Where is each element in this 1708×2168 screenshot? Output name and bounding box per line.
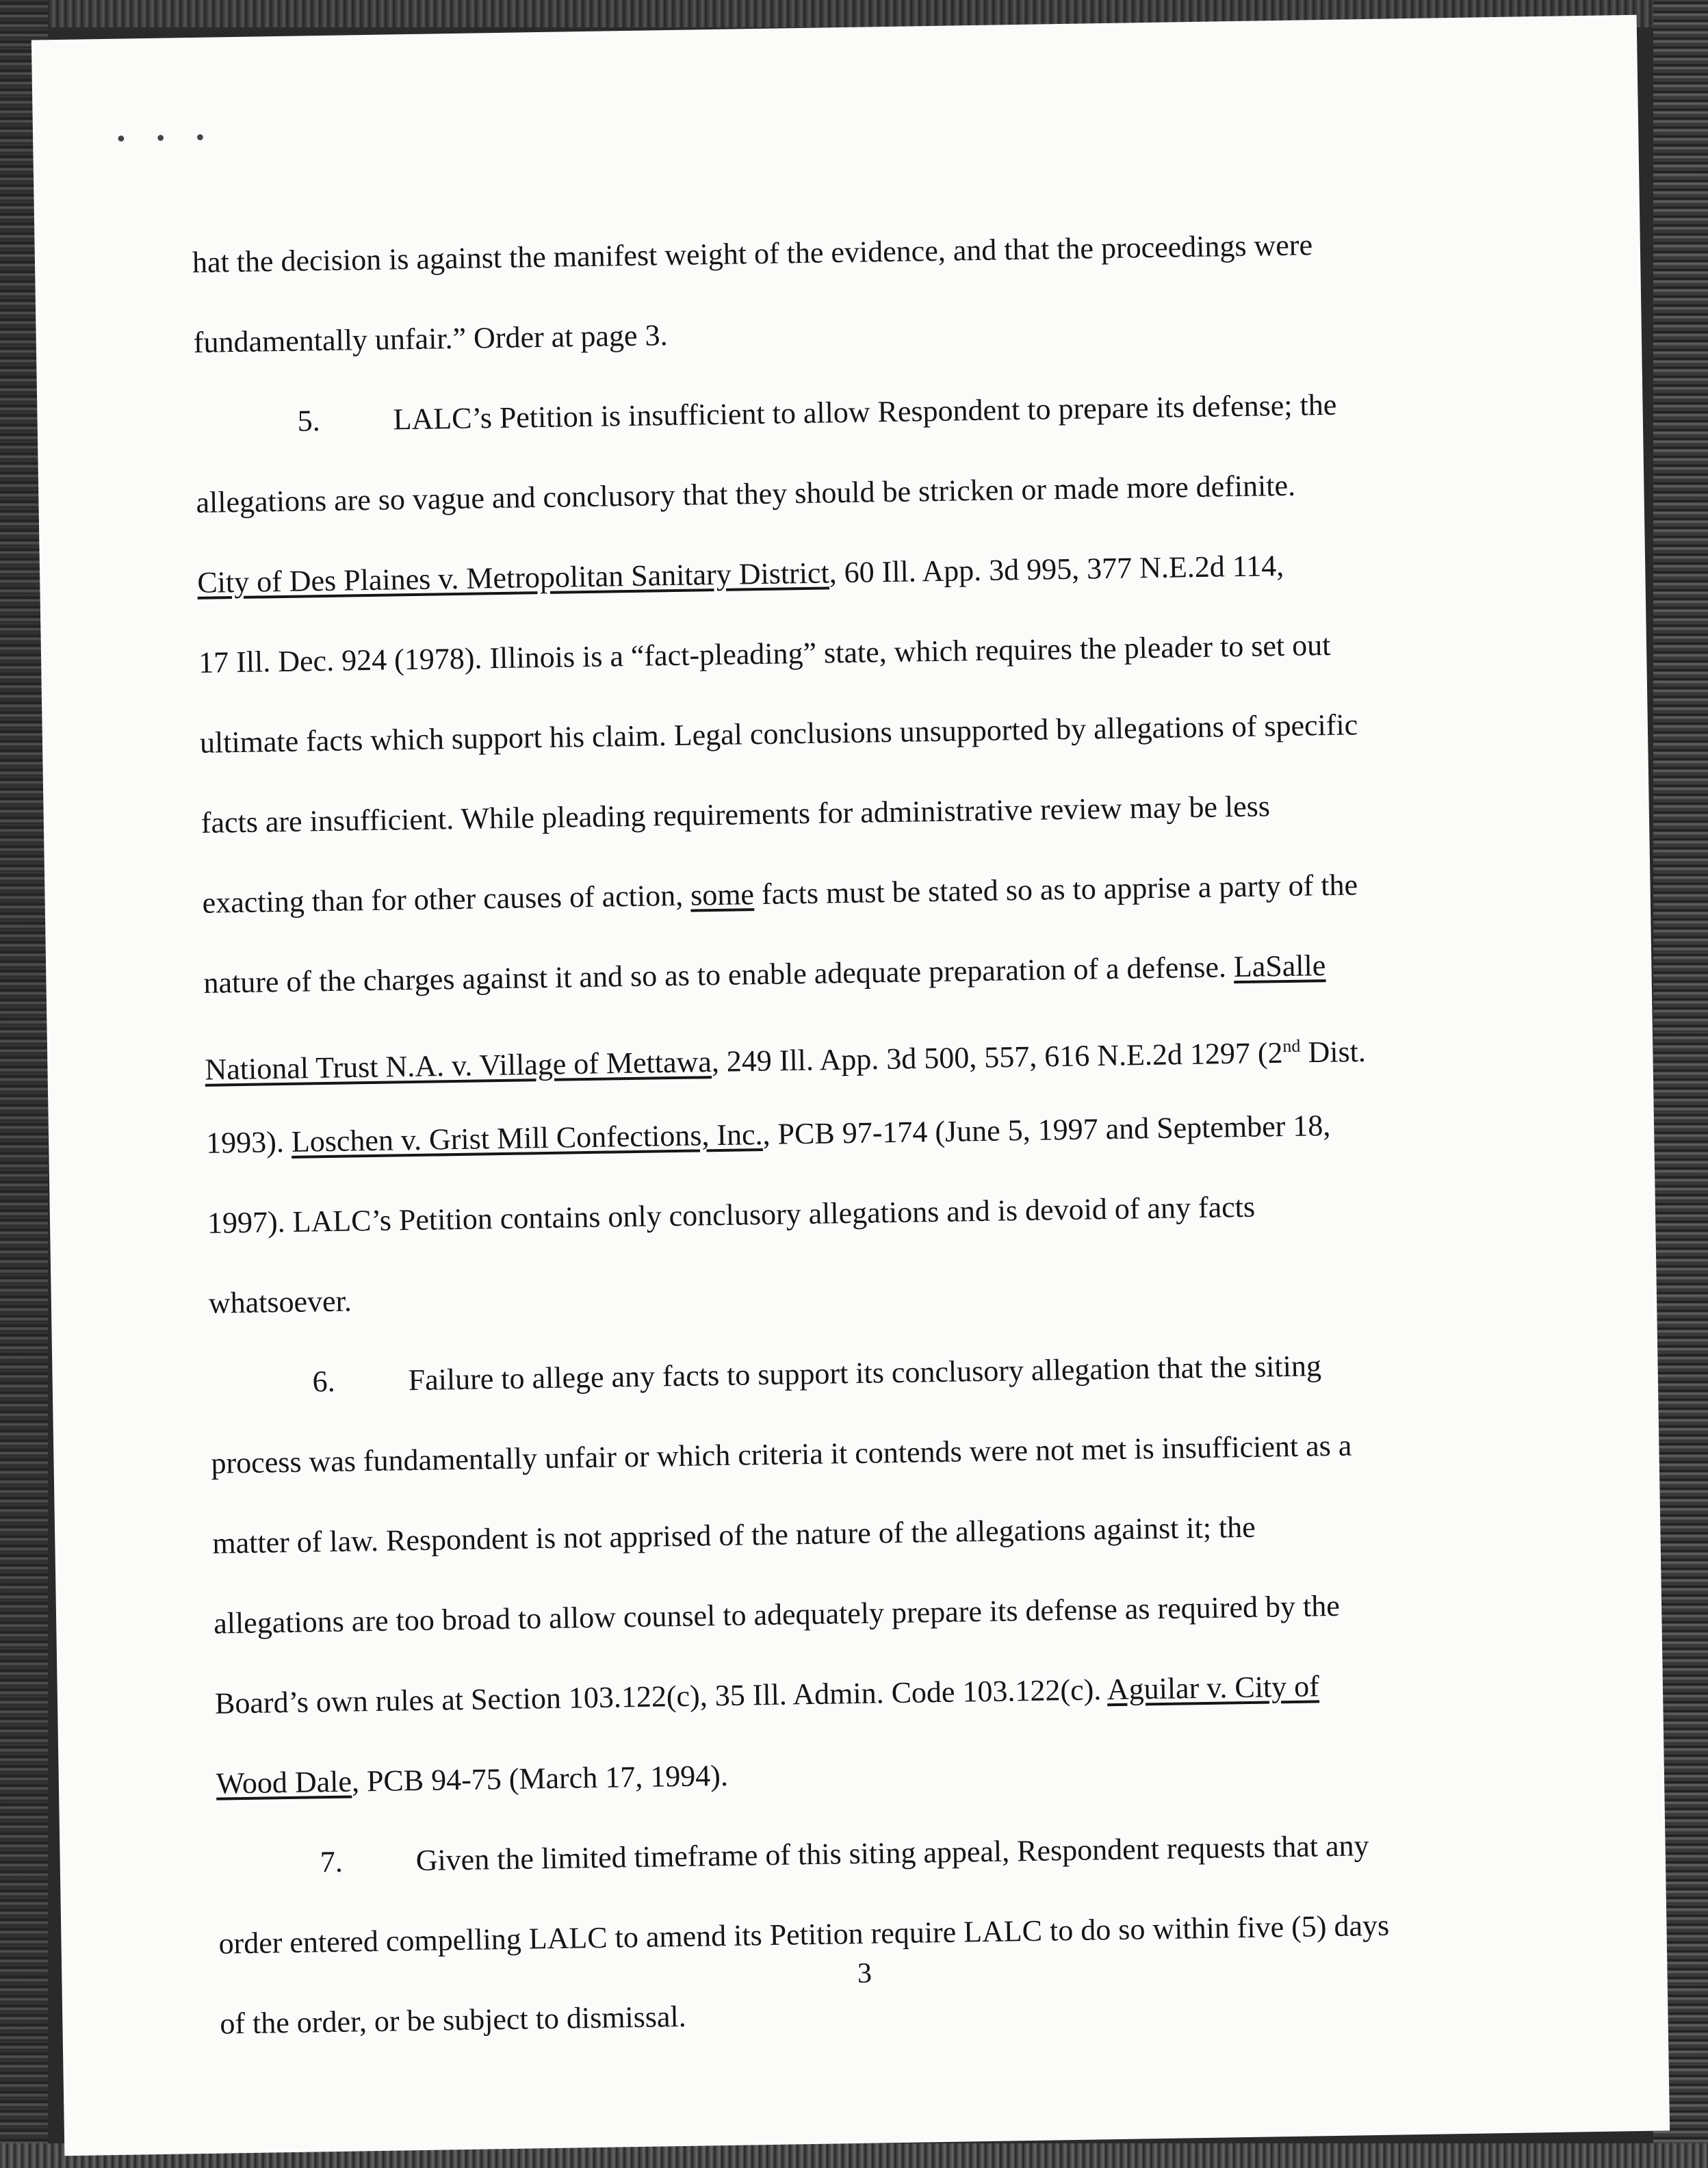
- text-segment: exacting than for other causes of action,: [202, 878, 691, 920]
- paragraph-number: 5.: [297, 404, 321, 438]
- case-citation: City of Des Plaines v. Metropolitan Sanitary District: [196, 556, 830, 599]
- text-segment: Dist.: [1300, 1034, 1367, 1070]
- text-segment: , 60 Ill. App. 3d 995, 377 N.E.2d 114,: [829, 548, 1284, 590]
- text-segment: 17 Ill. Dec. 924 (1978). Illinois is a “fact-pleading” state, which requires the pleader to set out: [198, 628, 1331, 680]
- body-text: [192, 201, 1562, 2063]
- text-segment: , PCB 97-174 (June 5, 1997 and September 18,: [762, 1108, 1331, 1152]
- text-segment: allegations are too broad to allow counsel to adequately prepare its defense as required by the: [213, 1588, 1341, 1640]
- text-segment: facts must be stated so as to apprise a party of the: [753, 868, 1358, 912]
- text-segment: ultimate facts which support his claim. Legal conclusions unsupported by allegations of specific: [199, 708, 1358, 760]
- case-citation: Aguilar v. City of: [1107, 1669, 1320, 1707]
- paragraph-number: 6.: [312, 1364, 336, 1399]
- document-page: [31, 15, 1670, 2156]
- text-segment: 1993).: [205, 1124, 292, 1160]
- case-citation: National Trust N.A. v. Village of Mettawa: [205, 1044, 712, 1087]
- text-segment: whatsoever.: [208, 1284, 352, 1320]
- text-segment: order entered compelling LALC to amend its Petition require LALC to do so within five (5) days: [218, 1908, 1390, 1961]
- case-citation: LaSalle: [1233, 948, 1326, 984]
- case-citation: some: [690, 877, 755, 912]
- scan-specks: •••: [114, 125, 234, 152]
- text-segment: nd: [1282, 1035, 1301, 1057]
- text-segment: LALC’s Petition is insufficient to allow Respondent to prepare its defense; the: [393, 387, 1337, 437]
- case-citation: Loschen v. Grist Mill Confections, Inc.: [291, 1118, 763, 1159]
- text-segment: allegations are so vague and conclusory that they should be stricken or made more definite.: [196, 468, 1296, 519]
- paragraph-number: 7.: [320, 1844, 344, 1879]
- text-segment: Board’s own rules at Section 103.122(c), 35 Ill. Admin. Code 103.122(c).: [214, 1673, 1108, 1720]
- text-segment: , PCB 94-75 (March 17, 1994).: [351, 1758, 729, 1798]
- text-segment: , 249 Ill. App. 3d 500, 557, 616 N.E.2d 1297 (2: [711, 1035, 1283, 1079]
- text-segment: fundamentally unfair.” Order at page 3.: [193, 318, 668, 359]
- case-citation: Wood Dale: [216, 1764, 352, 1801]
- text-segment: hat the decision is against the manifest weight of the evidence, and that the proceedings were: [192, 228, 1313, 279]
- text-segment: Failure to allege any facts to support its conclusory allegation that the siting: [408, 1349, 1322, 1397]
- text-segment: matter of law. Respondent is not apprised of the nature of the allegations against it; the: [212, 1510, 1256, 1560]
- text-segment: Given the limited timeframe of this siting appeal, Respondent requests that any: [415, 1829, 1369, 1878]
- text-segment: nature of the charges against it and so as to enable adequate preparation of a defense.: [203, 950, 1234, 1000]
- text-segment: 1997). LALC’s Petition contains only conclusory allegations and is devoid of any facts: [207, 1189, 1256, 1240]
- text-segment: process was fundamentally unfair or which criteria it contends were not met is insufficient as a: [211, 1428, 1352, 1480]
- page-number: 3: [857, 1957, 872, 1990]
- text-segment: of the order, or be subject to dismissal.: [220, 1999, 687, 2041]
- text-segment: facts are insufficient. While pleading requirements for administrative review may be less: [200, 789, 1271, 840]
